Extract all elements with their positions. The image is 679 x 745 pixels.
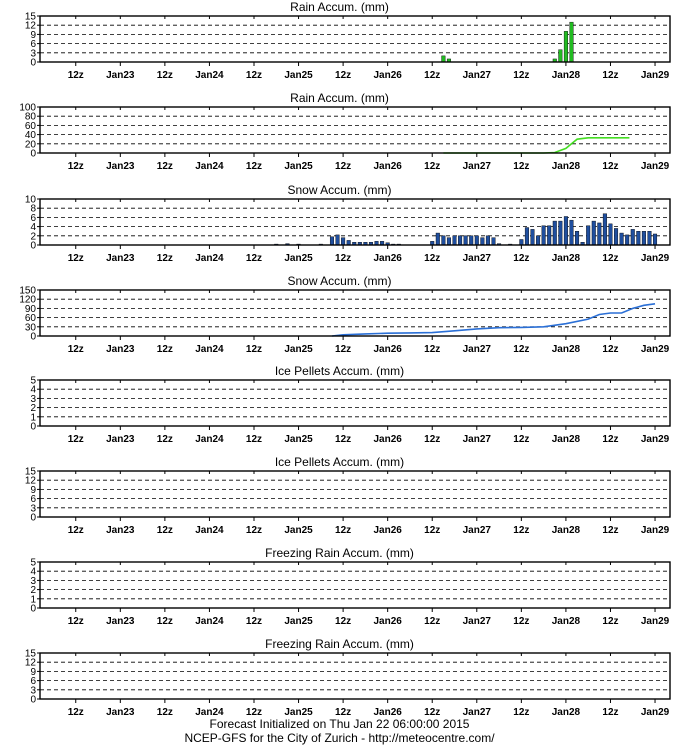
y-tick-label: 100 bbox=[19, 102, 36, 114]
chart-title: Ice Pellets Accum. (mm) bbox=[274, 455, 405, 469]
plot-frame bbox=[40, 471, 670, 517]
chart-panel-2 bbox=[19, 91, 679, 172]
bar bbox=[598, 223, 602, 245]
y-tick-label: 15 bbox=[24, 648, 36, 660]
chart-title: Snow Accum. (mm) bbox=[287, 183, 392, 197]
plot-frame bbox=[40, 290, 670, 336]
bar bbox=[542, 226, 546, 245]
x-tick-label: 12z bbox=[67, 525, 84, 536]
x-tick-label: Jan28 bbox=[551, 616, 581, 627]
y-tick-label: 3 bbox=[30, 575, 36, 587]
chart-title: Ice Pellets Accum. (mm) bbox=[274, 364, 405, 378]
x-tick-label: Jan25 bbox=[284, 161, 313, 172]
x-tick-label: Jan23 bbox=[106, 253, 135, 264]
x-tick-label: 12z bbox=[156, 616, 173, 627]
x-tick-label: 12z bbox=[156, 707, 173, 718]
x-tick-label: 12z bbox=[245, 525, 263, 536]
x-tick-label: 12z bbox=[424, 161, 441, 172]
x-tick-label: 12z bbox=[513, 707, 530, 718]
x-tick-label: Jan26 bbox=[373, 707, 402, 718]
bar bbox=[586, 226, 590, 245]
x-tick-label: 12z bbox=[245, 253, 263, 264]
x-tick-label: Jan24 bbox=[195, 253, 224, 264]
x-tick-label: 12z bbox=[602, 70, 619, 81]
y-tick-label: 1 bbox=[30, 412, 36, 424]
y-tick-label: 6 bbox=[30, 676, 36, 688]
x-tick-label: 12z bbox=[67, 344, 84, 355]
x-tick-label: Jan24 bbox=[195, 707, 224, 718]
bar bbox=[336, 235, 340, 245]
x-tick-label: Jan25 bbox=[284, 434, 313, 445]
bar bbox=[520, 239, 524, 245]
x-tick-label: Jan25 bbox=[284, 616, 313, 627]
y-tick-label: 5 bbox=[30, 557, 36, 569]
y-tick-label: 4 bbox=[30, 566, 36, 578]
footer-initialized-text: Forecast Initialized on Thu Jan 22 06:00:00 2015 bbox=[209, 717, 470, 731]
y-tick-label: 15 bbox=[24, 466, 36, 478]
x-tick-label: 12z bbox=[335, 525, 352, 536]
y-tick-label: 9 bbox=[30, 484, 36, 496]
bar bbox=[653, 234, 657, 245]
x-tick-label: Jan25 bbox=[284, 525, 313, 536]
y-tick-label: 0 bbox=[30, 57, 36, 69]
x-tick-label: 12z bbox=[156, 434, 173, 445]
x-tick-label: Jan28 bbox=[551, 70, 581, 81]
bar bbox=[620, 233, 624, 245]
x-tick-label: 12z bbox=[513, 161, 530, 172]
bar bbox=[525, 228, 529, 245]
chart-panel-3 bbox=[25, 183, 679, 264]
x-tick-label: Jan24 bbox=[195, 70, 224, 81]
plot-frame bbox=[40, 380, 670, 426]
x-tick-label: Jan26 bbox=[373, 525, 402, 536]
x-tick-label: 12z bbox=[335, 434, 352, 445]
x-tick-label: Jan27 bbox=[462, 70, 491, 81]
x-tick-label: Jan29 bbox=[640, 707, 670, 718]
x-tick-label: Jan25 bbox=[284, 707, 313, 718]
bar bbox=[442, 236, 446, 245]
bar bbox=[436, 233, 440, 245]
x-tick-label: 12z bbox=[335, 616, 352, 627]
x-tick-label: 12z bbox=[424, 70, 441, 81]
x-tick-label: 12z bbox=[602, 161, 619, 172]
x-tick-label: 12z bbox=[424, 525, 441, 536]
x-tick-label: 12z bbox=[335, 707, 352, 718]
bar bbox=[453, 236, 457, 245]
x-tick-label: Jan28 bbox=[551, 161, 581, 172]
bar bbox=[564, 31, 568, 62]
x-tick-label: 12z bbox=[424, 434, 441, 445]
y-tick-label: 3 bbox=[30, 503, 36, 515]
y-tick-label: 90 bbox=[24, 303, 36, 315]
y-tick-label: 9 bbox=[30, 666, 36, 678]
x-tick-label: 12z bbox=[424, 344, 441, 355]
x-tick-label: 12z bbox=[513, 434, 530, 445]
x-tick-label: Jan27 bbox=[462, 161, 491, 172]
y-tick-label: 0 bbox=[30, 603, 36, 615]
y-tick-label: 6 bbox=[30, 39, 36, 51]
y-tick-label: 6 bbox=[30, 494, 36, 506]
x-tick-label: Jan24 bbox=[195, 434, 224, 445]
bar bbox=[575, 231, 579, 245]
bar bbox=[603, 214, 607, 245]
bar bbox=[609, 224, 613, 245]
bar bbox=[447, 238, 451, 245]
bar bbox=[341, 238, 345, 245]
x-tick-label: Jan29 bbox=[640, 344, 670, 355]
y-tick-label: 60 bbox=[24, 120, 36, 132]
x-tick-label: Jan24 bbox=[195, 161, 224, 172]
x-tick-label: Jan27 bbox=[462, 616, 491, 627]
x-tick-label: Jan25 bbox=[284, 344, 313, 355]
x-tick-label: 12z bbox=[156, 70, 173, 81]
x-tick-label: 12z bbox=[245, 70, 263, 81]
bar bbox=[481, 238, 485, 245]
x-tick-label: Jan27 bbox=[462, 344, 491, 355]
chart-panel-4 bbox=[19, 274, 679, 355]
bar bbox=[547, 226, 551, 245]
y-tick-label: 2 bbox=[30, 403, 36, 415]
bar bbox=[536, 236, 540, 245]
chart-panel-1 bbox=[25, 0, 679, 81]
y-tick-label: 2 bbox=[30, 231, 36, 243]
bar bbox=[469, 236, 473, 245]
y-tick-label: 3 bbox=[30, 48, 36, 60]
x-tick-label: Jan23 bbox=[106, 525, 135, 536]
plot-frame bbox=[40, 16, 670, 62]
chart-title: Snow Accum. (mm) bbox=[287, 274, 392, 288]
x-tick-label: Jan27 bbox=[462, 525, 491, 536]
x-tick-label: 12z bbox=[67, 616, 84, 627]
series-line bbox=[443, 138, 629, 153]
y-tick-label: 3 bbox=[30, 685, 36, 697]
x-tick-label: Jan23 bbox=[106, 434, 135, 445]
x-tick-label: 12z bbox=[602, 253, 619, 264]
y-tick-label: 20 bbox=[24, 139, 36, 151]
bar bbox=[570, 22, 574, 62]
bar bbox=[531, 229, 535, 245]
x-tick-label: Jan29 bbox=[640, 253, 670, 264]
bar bbox=[458, 236, 462, 245]
x-tick-label: 12z bbox=[245, 161, 263, 172]
x-tick-label: Jan24 bbox=[195, 616, 224, 627]
x-tick-label: 12z bbox=[67, 161, 84, 172]
bar bbox=[592, 221, 596, 245]
x-tick-label: 12z bbox=[67, 70, 84, 81]
x-tick-label: Jan27 bbox=[462, 434, 491, 445]
y-tick-label: 0 bbox=[30, 694, 36, 706]
x-tick-label: Jan28 bbox=[551, 344, 581, 355]
x-tick-label: Jan29 bbox=[640, 161, 670, 172]
x-tick-label: 12z bbox=[67, 707, 84, 718]
x-tick-label: 12z bbox=[602, 344, 619, 355]
x-tick-label: 12z bbox=[513, 525, 530, 536]
x-tick-label: Jan27 bbox=[462, 253, 491, 264]
x-tick-label: 12z bbox=[424, 253, 441, 264]
x-tick-label: Jan24 bbox=[195, 344, 224, 355]
x-tick-label: 12z bbox=[602, 707, 619, 718]
y-tick-label: 6 bbox=[30, 212, 36, 224]
x-tick-label: 12z bbox=[245, 616, 263, 627]
bar bbox=[464, 236, 468, 245]
x-tick-label: Jan26 bbox=[373, 161, 402, 172]
x-tick-label: Jan28 bbox=[551, 525, 581, 536]
x-tick-label: 12z bbox=[513, 253, 530, 264]
x-tick-label: 12z bbox=[156, 344, 173, 355]
y-tick-label: 150 bbox=[19, 285, 36, 297]
x-tick-label: Jan23 bbox=[106, 70, 135, 81]
bar bbox=[637, 231, 641, 245]
bar bbox=[570, 220, 574, 245]
x-tick-label: Jan23 bbox=[106, 707, 135, 718]
chart-title: Rain Accum. (mm) bbox=[290, 91, 389, 105]
chart-panel-8 bbox=[25, 637, 679, 718]
y-tick-label: 0 bbox=[30, 331, 36, 343]
x-tick-label: Jan26 bbox=[373, 616, 402, 627]
x-tick-label: Jan23 bbox=[106, 344, 135, 355]
x-tick-label: Jan29 bbox=[640, 616, 670, 627]
chart-panel-7 bbox=[30, 546, 679, 627]
bar bbox=[492, 238, 496, 245]
y-tick-label: 10 bbox=[24, 194, 36, 206]
y-tick-label: 4 bbox=[30, 222, 36, 234]
x-tick-label: 12z bbox=[513, 616, 530, 627]
chart-title: Rain Accum. (mm) bbox=[290, 0, 389, 14]
x-tick-label: Jan29 bbox=[640, 70, 670, 81]
bar bbox=[475, 236, 479, 245]
bar bbox=[625, 235, 629, 245]
x-tick-label: 12z bbox=[245, 707, 263, 718]
plot-frame bbox=[40, 107, 670, 153]
bar bbox=[631, 229, 635, 245]
bar bbox=[330, 237, 334, 245]
y-tick-label: 80 bbox=[24, 111, 36, 123]
bar bbox=[486, 236, 490, 245]
plot-frame bbox=[40, 562, 670, 608]
y-tick-label: 120 bbox=[19, 294, 36, 306]
x-tick-label: Jan25 bbox=[284, 70, 313, 81]
x-tick-label: 12z bbox=[335, 161, 352, 172]
x-tick-label: 12z bbox=[513, 344, 530, 355]
x-tick-label: 12z bbox=[424, 707, 441, 718]
bar bbox=[442, 56, 446, 62]
plot-frame bbox=[40, 653, 670, 699]
y-tick-label: 0 bbox=[30, 421, 36, 433]
y-tick-label: 0 bbox=[30, 148, 36, 160]
y-tick-label: 15 bbox=[24, 11, 36, 23]
x-tick-label: Jan23 bbox=[106, 161, 135, 172]
y-tick-label: 3 bbox=[30, 393, 36, 405]
x-tick-label: 12z bbox=[245, 344, 263, 355]
y-tick-label: 0 bbox=[30, 240, 36, 252]
x-tick-label: Jan26 bbox=[373, 434, 402, 445]
x-tick-label: 12z bbox=[335, 253, 352, 264]
chart-title: Freezing Rain Accum. (mm) bbox=[265, 637, 414, 651]
x-tick-label: Jan26 bbox=[373, 344, 402, 355]
x-tick-label: 12z bbox=[335, 70, 352, 81]
x-tick-label: 12z bbox=[335, 344, 352, 355]
x-tick-label: 12z bbox=[245, 434, 263, 445]
bar bbox=[553, 221, 557, 245]
bar bbox=[642, 231, 646, 245]
footer-source-text: NCEP-GFS for the City of Zurich - http://meteocentre.com/ bbox=[184, 731, 495, 745]
x-tick-label: 12z bbox=[513, 70, 530, 81]
x-tick-label: 12z bbox=[156, 253, 173, 264]
series-line bbox=[332, 304, 655, 336]
x-tick-label: Jan29 bbox=[640, 525, 670, 536]
y-tick-label: 12 bbox=[24, 657, 36, 669]
x-tick-label: Jan26 bbox=[373, 253, 402, 264]
x-tick-label: 12z bbox=[156, 161, 173, 172]
x-tick-label: Jan23 bbox=[106, 616, 135, 627]
chart-panel-5 bbox=[30, 364, 679, 445]
x-tick-label: 12z bbox=[67, 434, 84, 445]
x-tick-label: 12z bbox=[602, 434, 619, 445]
x-tick-label: Jan25 bbox=[284, 253, 313, 264]
x-tick-label: 12z bbox=[67, 253, 84, 264]
bar bbox=[614, 228, 618, 245]
y-tick-label: 12 bbox=[24, 475, 36, 487]
chart-title: Freezing Rain Accum. (mm) bbox=[265, 546, 414, 560]
y-tick-label: 12 bbox=[24, 20, 36, 32]
x-tick-label: Jan28 bbox=[551, 253, 581, 264]
y-tick-label: 8 bbox=[30, 203, 36, 215]
y-tick-label: 1 bbox=[30, 594, 36, 606]
x-tick-label: 12z bbox=[602, 525, 619, 536]
bar bbox=[559, 50, 563, 62]
y-tick-label: 60 bbox=[24, 313, 36, 325]
x-tick-label: Jan27 bbox=[462, 707, 491, 718]
y-tick-label: 5 bbox=[30, 375, 36, 387]
y-tick-label: 30 bbox=[24, 322, 36, 334]
x-tick-label: Jan29 bbox=[640, 434, 670, 445]
y-tick-label: 4 bbox=[30, 384, 36, 396]
y-tick-label: 2 bbox=[30, 585, 36, 597]
x-tick-label: Jan24 bbox=[195, 525, 224, 536]
x-tick-label: Jan28 bbox=[551, 434, 581, 445]
y-tick-label: 40 bbox=[24, 130, 36, 142]
chart-panel-6 bbox=[25, 455, 679, 536]
x-tick-label: Jan26 bbox=[373, 70, 402, 81]
y-tick-label: 9 bbox=[30, 29, 36, 41]
y-tick-label: 0 bbox=[30, 512, 36, 524]
x-tick-label: Jan28 bbox=[551, 707, 581, 718]
bar bbox=[564, 216, 568, 245]
x-tick-label: 12z bbox=[602, 616, 619, 627]
bar bbox=[648, 231, 652, 245]
x-tick-label: 12z bbox=[156, 525, 173, 536]
bar bbox=[559, 221, 563, 245]
x-tick-label: 12z bbox=[424, 616, 441, 627]
